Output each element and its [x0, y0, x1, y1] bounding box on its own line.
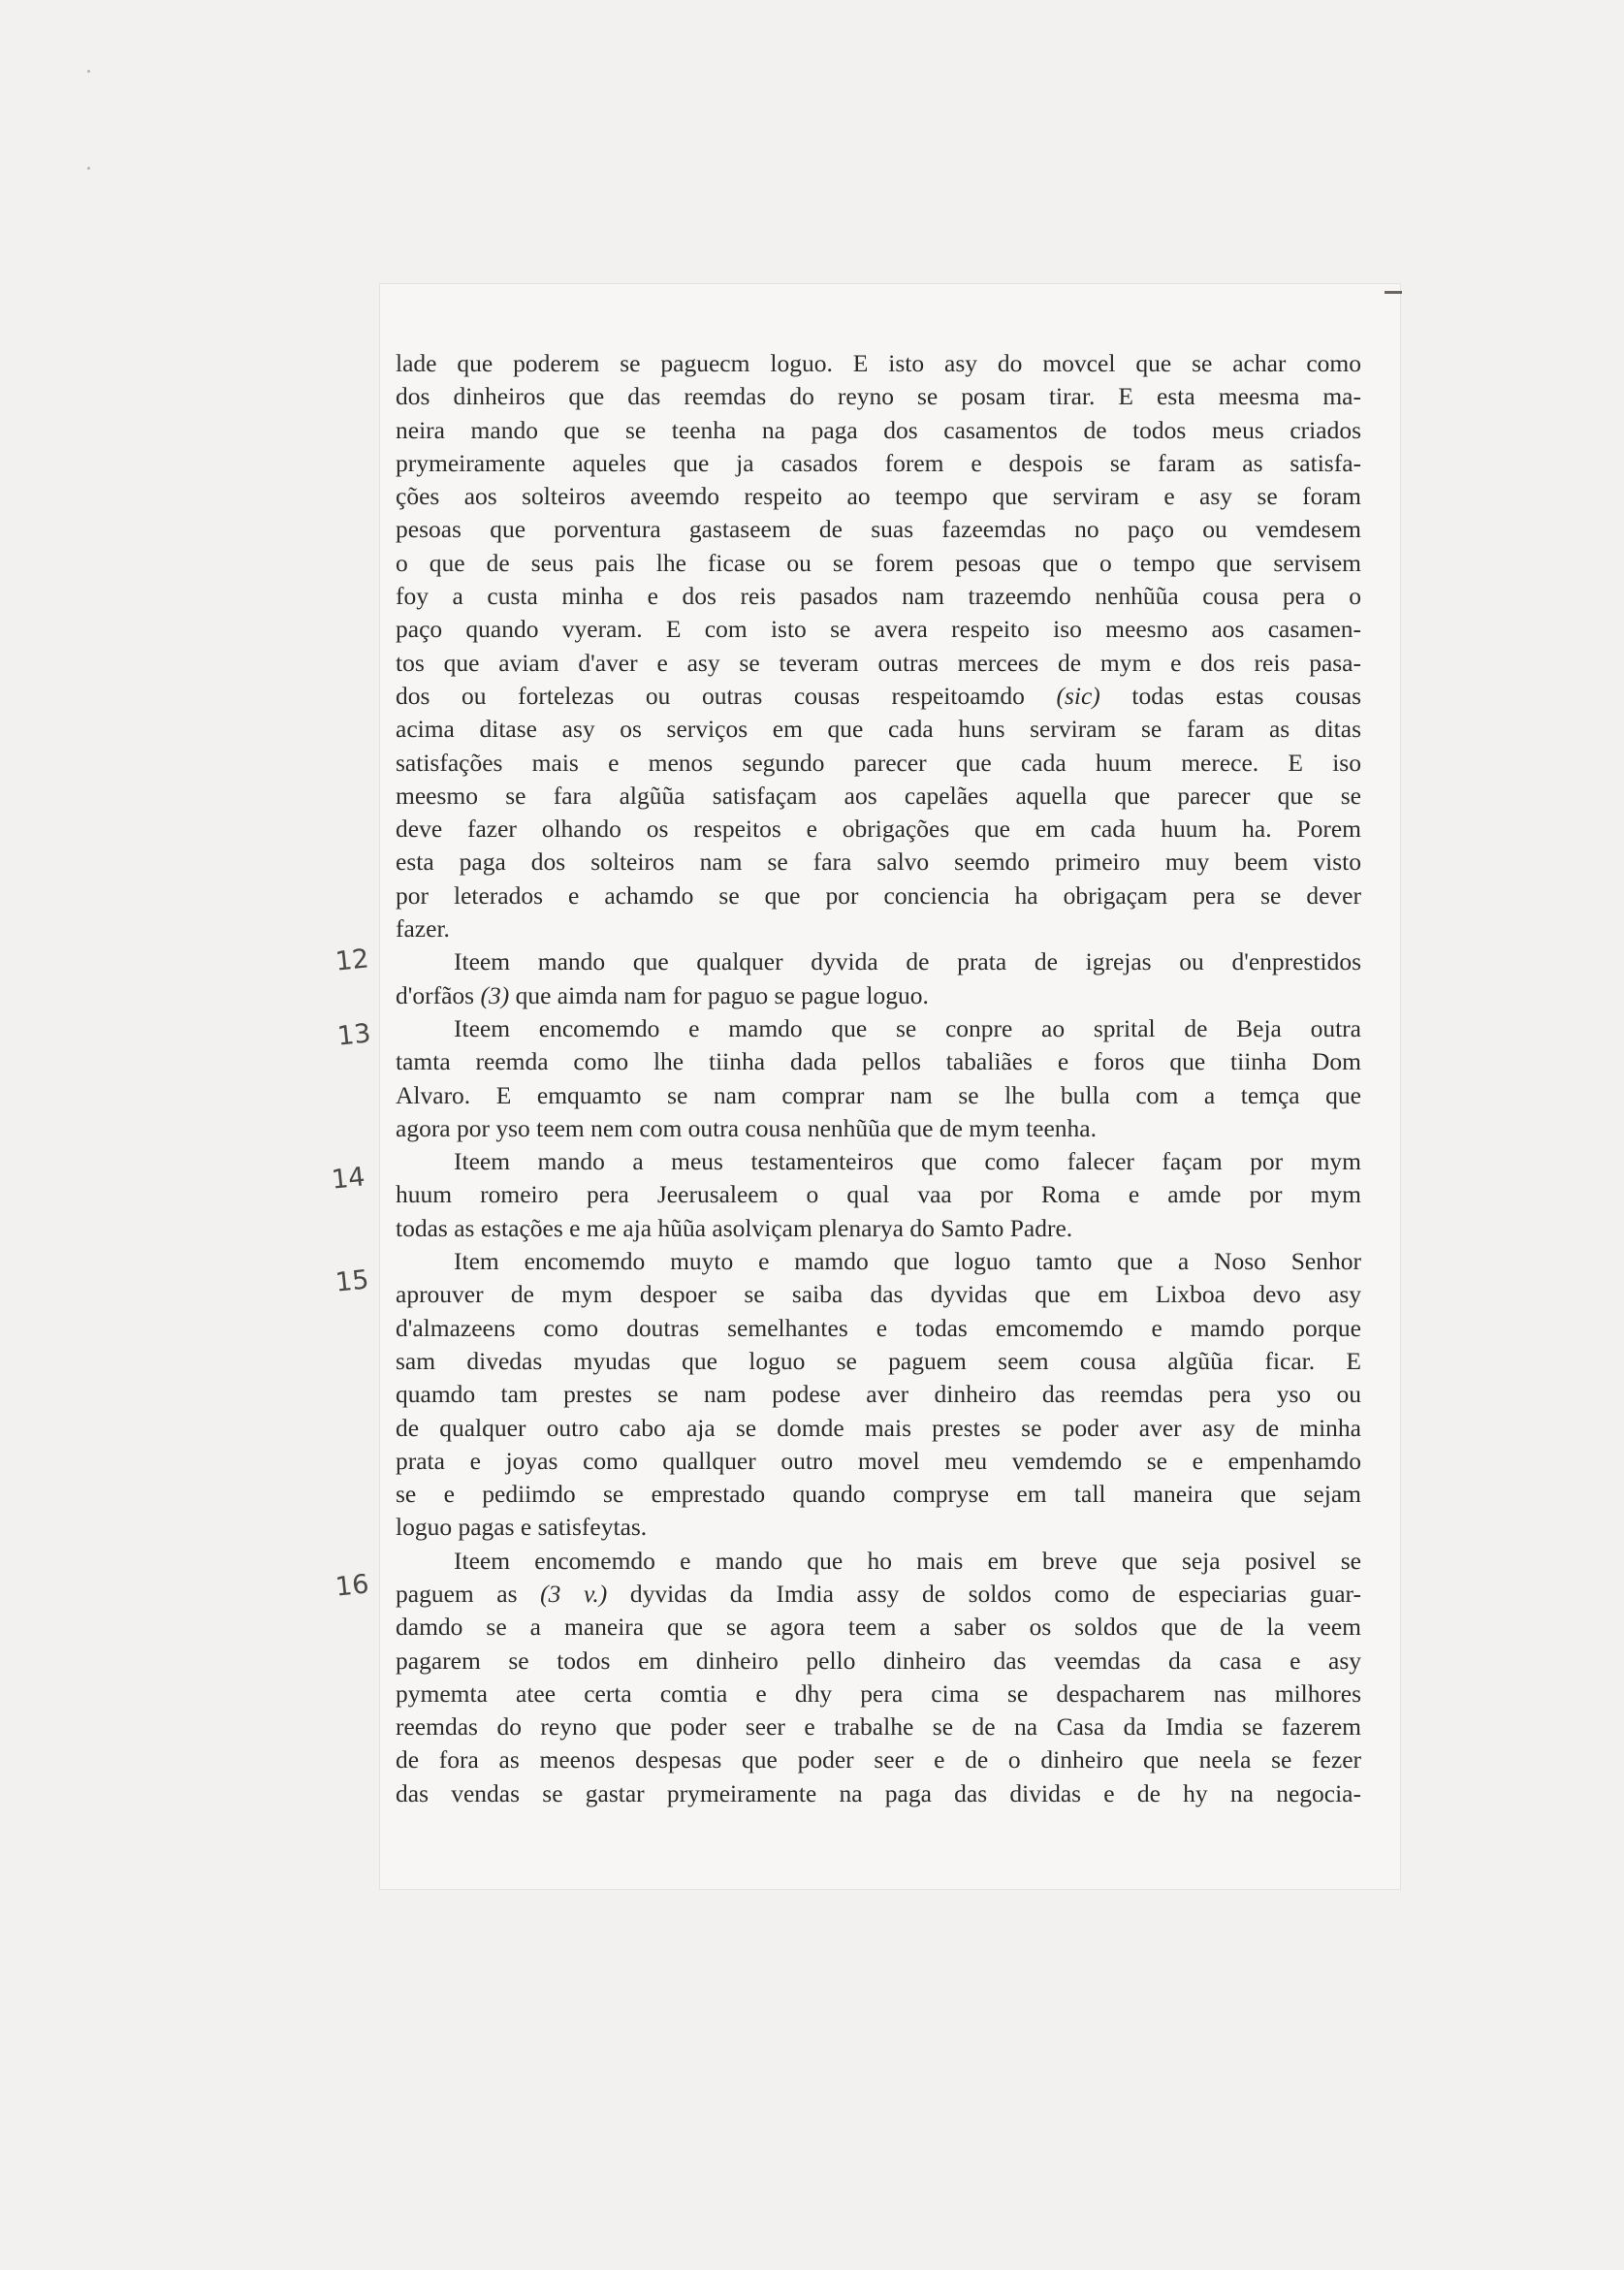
- text-line: das vendas se gastar prymeiramente na paga das dividas e de hy na negocia-: [396, 1778, 1361, 1807]
- text-line: se e pediimdo se emprestado quando compryse em tall maneira que sejam: [396, 1480, 1361, 1509]
- text-line: dos ou fortelezas ou outras cousas respeitoamdo (sic) todas estas cousas: [396, 681, 1361, 710]
- text-line: acima ditase asy os serviços em que cada huns serviram se faram as ditas: [396, 715, 1361, 744]
- margin-number: 13: [335, 1018, 372, 1052]
- text-line: Iteem encomemdo e mando que ho mais em breve que seja posivel se: [454, 1546, 1361, 1575]
- margin-number: 15: [334, 1264, 370, 1298]
- text-line: Item encomemdo muyto e mamdo que loguo tamto que a Noso Senhor: [454, 1247, 1361, 1276]
- text-line: prata e joyas como quallquer outro movel meu vemdemdo se e empenhamdo: [396, 1446, 1361, 1475]
- text-line: lade que poderem se paguecm loguo. E isto asy do movcel que se achar como: [396, 349, 1361, 377]
- text-line: damdo se a maneira que se agora teem a saber os soldos que de la veem: [396, 1613, 1361, 1642]
- text-line: d'orfãos (3) que aimda nam for paguo se pague loguo.: [396, 980, 929, 1009]
- text-line: meesmo se fara algũũa satisfaçam aos capelães aquella que parecer que se: [396, 781, 1361, 810]
- text-line: Alvaro. E emquamto se nam comprar nam se lhe bulla com a temça que: [396, 1080, 1361, 1109]
- text-line: esta paga dos solteiros nam se fara salvo seemdo primeiro muy beem visto: [396, 847, 1361, 877]
- text-line: fazer.: [396, 914, 450, 943]
- text-line: Iteem mando que qualquer dyvida de prata de igrejas ou d'enprestidos: [454, 947, 1361, 976]
- text-line: reemdas do reyno que poder seer e trabalhe se de na Casa da Imdia se fazerem: [396, 1712, 1361, 1742]
- text-line: tos que aviam d'aver e asy se teveram outras mercees de mym e dos reis pasa-: [396, 648, 1361, 677]
- margin-number: 12: [334, 943, 370, 977]
- text-line: quamdo tam prestes se nam podese aver dinheiro das reemdas pera yso ou: [396, 1380, 1361, 1409]
- text-line: pagarem se todos em dinheiro pello dinheiro das veemdas da casa e asy: [396, 1646, 1361, 1675]
- text-line: tamta reemda como lhe tiinha dada pellos tabaliães e foros que tiinha Dom: [396, 1047, 1361, 1076]
- text-line: loguo pagas e satisfeytas.: [396, 1513, 648, 1542]
- text-line: pesoas que porventura gastaseem de suas fazeemdas no paço ou vemdesem: [396, 515, 1361, 544]
- text-line: de fora as meenos despesas que poder seer e de o dinheiro que neela se fezer: [396, 1745, 1361, 1774]
- text-line: Iteem encomemdo e mamdo que se conpre ao sprital de Beja outra: [454, 1013, 1361, 1042]
- text-line: agora por yso teem nem com outra cousa nenhũũa que de mym teenha.: [396, 1113, 1097, 1142]
- text-line: de qualquer outro cabo aja se domde mais prestes se poder aver asy de minha: [396, 1413, 1361, 1442]
- text-line: satisfações mais e menos segundo parecer que cada huum merece. E iso: [396, 748, 1361, 777]
- text-line: deve fazer olhando os respeitos e obrigações que em cada huum ha. Porem: [396, 815, 1361, 844]
- text-line: d'almazeens como doutras semelhantes e todas emcomemdo e mamdo porque: [396, 1313, 1361, 1342]
- text-line: prymeiramente aqueles que ja casados forem e despois se faram as satisfa-: [396, 448, 1361, 477]
- text-line: paço quando vyeram. E com isto se avera respeito iso meesmo aos casamen-: [396, 615, 1361, 644]
- margin-number: 16: [334, 1569, 370, 1603]
- text-line: pymemta atee certa comtia e dhy pera cima se despacharem nas milhores: [396, 1679, 1361, 1708]
- text-line: ções aos solteiros aveemdo respeito ao teempo que serviram e asy se foram: [396, 482, 1361, 511]
- paper-speck: [87, 70, 90, 73]
- text-line: paguem as (3 v.) dyvidas da Imdia assy de soldos como de especiarias guar-: [396, 1579, 1361, 1608]
- text-line: o que de seus pais lhe ficase ou se forem pesoas que o tempo que servisem: [396, 548, 1361, 577]
- text-line: foy a custa minha e dos reis pasados nam trazeemdo nenhũũa cousa pera o: [396, 582, 1361, 611]
- text-line: sam divedas myudas que loguo se paguem seem cousa algũũa ficar. E: [396, 1346, 1361, 1375]
- clipping-corner-mark: [1385, 291, 1402, 294]
- document-text: [396, 347, 1361, 1810]
- text-line: huum romeiro pera Jeerusaleem o qual vaa por Roma e amde por mym: [396, 1180, 1361, 1209]
- text-line: por leterados e achamdo se que por conciencia ha obrigaçam pera se dever: [396, 880, 1361, 910]
- paper-speck: [87, 167, 90, 170]
- text-line: Iteem mando a meus testamenteiros que como falecer façam por mym: [454, 1147, 1361, 1176]
- text-line: neira mando que se teenha na paga dos casamentos de todos meus criados: [396, 415, 1361, 444]
- text-line: dos dinheiros que das reemdas do reyno se posam tirar. E esta meesma ma-: [396, 382, 1361, 411]
- text-line: aprouver de mym despoer se saiba das dyvidas que em Lixboa devo asy: [396, 1280, 1361, 1309]
- margin-number: 14: [330, 1162, 366, 1196]
- text-line: todas as estações e me aja hũũa asolviçam plenarya do Samto Padre.: [396, 1213, 1073, 1242]
